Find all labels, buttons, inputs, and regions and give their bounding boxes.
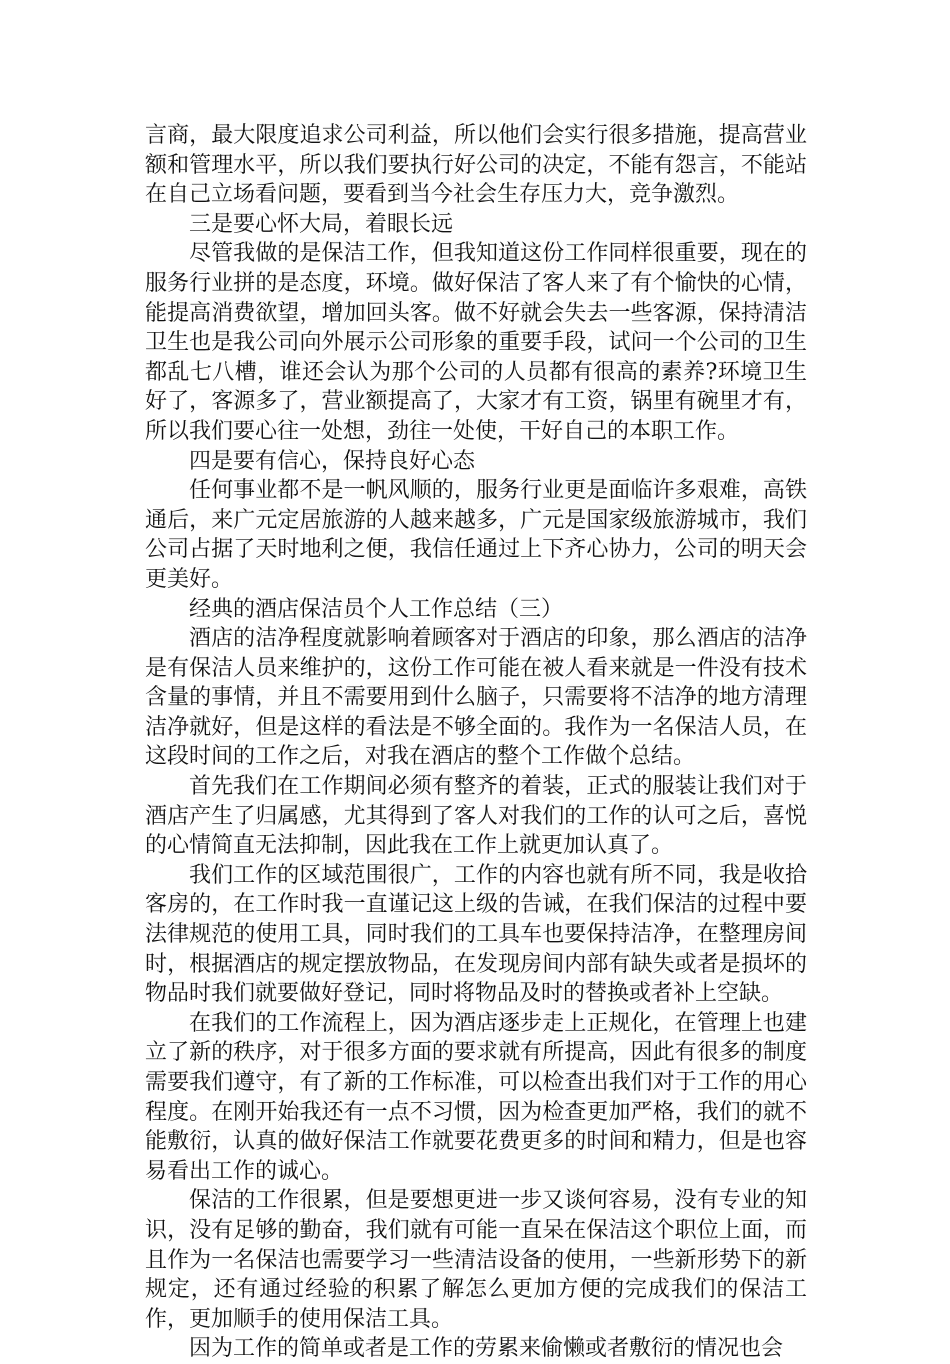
paragraph: 酒店的洁净程度就影响着顾客对于酒店的印象，那么酒店的洁净是有保洁人员来维护的，这份工作可能在被人看来就是一件没有技术含量的事情，并且不需要用到什么脑子，只需要将不洁净的地方清理洁净就好，但是这样的看法是不够全面的。我作为一名保洁人员，在这段时间的工作之后，对我在酒店的整个工作做个总结。 — [145, 626, 807, 770]
paragraph: 尽管我做的是保洁工作，但我知道这份工作同样很重要，现在的服务行业拼的是态度，环境。做好保洁了客人来了有个愉快的心情，能提高消费欲望，增加回头客。做不好就会失去一些客源，保持清洁卫生也是我公司向外展示公司形象的重要手段，试问一个公司的卫生都乱七八槽，谁还会认为那个公司的人员都有很高的素养?环境卫生好了，客源多了，营业额提高了，大家才有工资，锅里有碗里才有，所以我们要心往一处想，劲往一处使，干好自己的本职工作。 — [145, 241, 807, 444]
paragraph-truncated: 因为工作的简单或者是工作的劳累来偷懒或者敷衍的情况也会 — [189, 1336, 784, 1362]
paragraph: 我们工作的区域范围很广，工作的内容也就有所不同，我是收拾客房的，在工作时我一直谨记这上级的告诫，在我们保洁的过程中要法律规范的使用工具，同时我们的工具车也要保持洁净，在整理房间时，根据酒店的规定摆放物品，在发现房间内部有缺失或者是损坏的物品时我们就要做好登记，同时将物品及时的替换或者补上空缺。 — [145, 862, 807, 1007]
section-heading-4: 四是要有信心，保持良好心态 — [189, 448, 476, 474]
paragraph: 保洁的工作很累，但是要想更进一步又谈何容易，没有专业的知识，没有足够的勤奋，我们就有可能一直呆在保洁这个职位上面，而且作为一名保洁也需要学习一些清洁设备的使用，一些新形势下的新规定，还有通过经验的积累了解怎么更加方便的完成我们的保洁工作，更加顺手的使用保洁工具。 — [145, 1188, 807, 1332]
section-heading-3: 三是要心怀大局，着眼长远 — [189, 211, 454, 237]
paragraph-continued: 言商，最大限度追求公司利益，所以他们会实行很多措施，提高营业额和管理水平，所以我们要执行好公司的决定，不能有怨言，不能站在自己立场看问题，要看到当今社会生存压力大，竞争激烈。 — [145, 123, 807, 208]
paragraph: 在我们的工作流程上，因为酒店逐步走上正规化，在管理上也建立了新的秩序，对于很多方面的要求就有所提高，因此有很多的制度需要我们遵守，有了新的工作标准，可以检查出我们对于工作的用心程度。在刚开始我还有一点不习惯，因为检查更加严格，我们的就不能敷衍，认真的做好保洁工作就要花费更多的时间和精力，但是也容易看出工作的诚心。 — [145, 1010, 807, 1184]
paragraph: 任何事业都不是一帆风顺的，服务行业更是面临许多艰难，高铁通后，来广元定居旅游的人越来越多，广元是国家级旅游城市，我们公司占据了天时地利之便，我信任通过上下齐心协力，公司的明天会更美好。 — [145, 478, 807, 592]
paragraph: 首先我们在工作期间必须有整齐的着装，正式的服装让我们对于酒店产生了归属感，尤其得到了客人对我们的工作的认可之后，喜悦的心情简直无法抑制，因此我在工作上就更加认真了。 — [145, 774, 807, 859]
article-title: 经典的酒店保洁员个人工作总结（三） — [189, 596, 564, 622]
document-body — [145, 121, 807, 1364]
